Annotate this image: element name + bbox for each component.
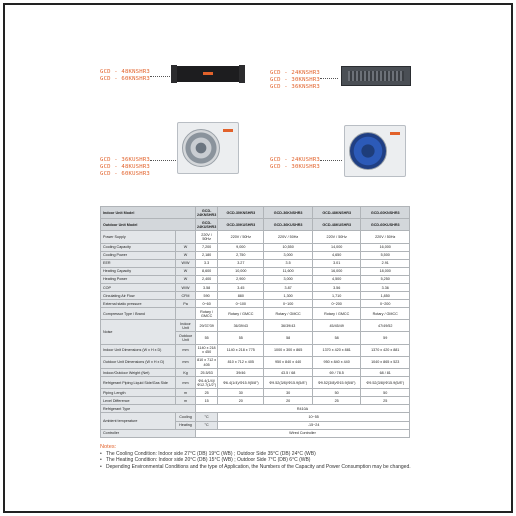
value-cell: 3.01: [312, 259, 361, 267]
value-cell: Φ9.52(3/8)/Φ15.9(5/8"): [312, 377, 361, 389]
model-cell: GCD-48KUSHR3: [312, 219, 361, 231]
table-row: [101, 283, 410, 291]
value-cell: 220V / 50Hz: [312, 231, 361, 243]
value-cell: 59: [361, 332, 410, 344]
row-label: COP: [101, 283, 176, 291]
row-label: Circulating Air Flow: [101, 291, 176, 299]
value-cell: 50: [312, 389, 361, 397]
value-cell: 5,500: [361, 251, 410, 259]
value-cell: 2,750: [218, 251, 264, 259]
unit-cell: [176, 308, 196, 320]
table-row: [101, 344, 410, 356]
value-cell: 10,550: [264, 243, 313, 251]
unit-cell: [176, 231, 196, 243]
table-row: [101, 356, 410, 368]
spec-table: [100, 206, 410, 438]
value-cell: 20: [218, 397, 264, 405]
model-name: GCD - 24KNSHR3: [270, 70, 320, 76]
unit-cell: m: [176, 389, 196, 397]
value-cell: Rotary / GMCC: [361, 308, 410, 320]
value-cell: R410A: [196, 405, 410, 413]
row-label: External static pressure: [101, 300, 176, 308]
value-cell: 950 x 840 x 440: [264, 356, 313, 368]
sub-label: Outdoor Unit: [176, 332, 196, 344]
value-cell: 30: [218, 389, 264, 397]
row-label: Refrigerant Piping Liquid Side/Gas Side: [101, 377, 176, 389]
unit-cell: °C: [196, 413, 218, 421]
value-cell: 68 / 81: [361, 369, 410, 377]
outdoor-unit-blue-image: [344, 125, 406, 177]
model-name: GCD - 36KNSHR3: [270, 84, 320, 90]
model-name: GCD - 48KUSHR3: [100, 164, 150, 170]
value-cell: 1140 x 218 x 450: [196, 344, 218, 356]
dotted-leader: [150, 76, 172, 77]
model-name: GCD - 60KNSHR3: [100, 76, 150, 82]
product-label-group2: [270, 70, 320, 91]
model-name: GCD - 30KNSHR3: [270, 77, 320, 83]
row-label: Outdoor Unit Model: [101, 219, 196, 231]
value-cell: 16,000: [361, 243, 410, 251]
unit-cell: W/W: [176, 283, 196, 291]
unit-cell: W: [176, 275, 196, 283]
table-row: [101, 320, 410, 332]
value-cell: 55: [196, 332, 218, 344]
table-header-row: [101, 207, 410, 219]
model-name: GCD - 60KUSHR3: [100, 171, 150, 177]
value-cell: 47/49/52: [361, 320, 410, 332]
unit-cell: mm: [176, 377, 196, 389]
value-cell: 220V / 50Hz: [264, 231, 313, 243]
sub-label: Cooling: [176, 413, 196, 421]
value-cell: 1000 x 300 x 865: [264, 344, 313, 356]
table-row: [101, 231, 410, 243]
value-cell: 50: [361, 389, 410, 397]
value-cell: 1,850: [361, 291, 410, 299]
row-label: Indoor/Outdoor Weight (Net): [101, 369, 176, 377]
value-cell: 20: [264, 397, 313, 405]
value-cell: 220V / 50Hz: [361, 231, 410, 243]
table-row: [101, 275, 410, 283]
row-label: Ambient temperature: [101, 413, 176, 429]
model-cell: GCD-36KUSHR3: [264, 219, 313, 231]
value-cell: 25: [196, 389, 218, 397]
value-cell: 10~55: [218, 413, 410, 421]
product-label-group4: [270, 157, 320, 171]
value-cell: 3,000: [264, 251, 313, 259]
value-cell: 810 x 712 x 405: [218, 356, 264, 368]
table-row: [101, 308, 410, 320]
value-cell: 69 / 78.5: [312, 369, 361, 377]
value-cell: Φ9.52(3/8)/Φ15.9(5/8"): [361, 377, 410, 389]
table-row: [101, 251, 410, 259]
value-cell: 810 x 712 x 405: [196, 356, 218, 368]
model-cell: GCD-60KNSHR3: [361, 207, 410, 219]
value-cell: 0~60: [196, 300, 218, 308]
dotted-leader: [320, 78, 338, 79]
value-cell: 11,600: [264, 267, 313, 275]
value-cell: 1,300: [264, 291, 313, 299]
sub-label: Heating: [176, 421, 196, 429]
model-name: GCD - 24KUSHR3: [270, 157, 320, 163]
value-cell: 3,000: [264, 275, 313, 283]
value-cell: 4,500: [312, 275, 361, 283]
row-label: Level Difference: [101, 397, 176, 405]
value-cell: 1370 x 420 x 881: [312, 344, 361, 356]
row-label: Heating Capacity: [101, 267, 176, 275]
table-row: [101, 405, 410, 413]
value-cell: 36/39/43: [218, 320, 264, 332]
table-row: [101, 413, 410, 421]
value-cell: Wired Controller: [196, 429, 410, 437]
value-cell: 0~200: [312, 300, 361, 308]
table-row: [101, 300, 410, 308]
notes-list: [100, 451, 416, 470]
unit-cell: °C: [196, 421, 218, 429]
model-cell: GCD-48KNSHR3: [312, 207, 361, 219]
value-cell: 1040 x 865 x 523: [361, 356, 410, 368]
value-cell: 2,180: [196, 251, 218, 259]
value-cell: 3.58: [196, 283, 218, 291]
product-label-group3: [100, 157, 150, 178]
value-cell: Rotary / GMCC: [264, 308, 313, 320]
unit-cell: W: [176, 251, 196, 259]
model-cell: GCD-24KNSHR3: [196, 207, 218, 219]
table-row: [101, 291, 410, 299]
value-cell: 590: [196, 291, 218, 299]
table-row: [101, 397, 410, 405]
unit-cell: W: [176, 243, 196, 251]
value-cell: Rotary / GMCC: [218, 308, 264, 320]
value-cell: 36/39/43: [264, 320, 313, 332]
value-cell: 220V / 50Hz: [218, 231, 264, 243]
value-cell: 8,600: [196, 267, 218, 275]
value-cell: 58: [312, 332, 361, 344]
value-cell: 25: [312, 397, 361, 405]
value-cell: 3.3: [196, 259, 218, 267]
value-cell: Rotary / GMCC: [312, 308, 361, 320]
value-cell: 18,000: [361, 267, 410, 275]
value-cell: 1370 x 420 x 881: [361, 344, 410, 356]
dotted-leader: [150, 160, 176, 161]
value-cell: 39/46: [218, 369, 264, 377]
value-cell: 950 x 840 x 440: [312, 356, 361, 368]
value-cell: 45/45/49: [312, 320, 361, 332]
value-cell: 29/37/39: [196, 320, 218, 332]
value-cell: 30: [264, 389, 313, 397]
model-cell: GCD-30KUSHR3: [218, 219, 264, 231]
table-row: [101, 369, 410, 377]
ducted-indoor-unit-image: [173, 66, 243, 82]
row-label: Controller: [101, 429, 196, 437]
table-row: [101, 243, 410, 251]
product-label-group1: [100, 69, 150, 83]
row-label: Refrigerant Type: [101, 405, 196, 413]
row-label: Indoor Unit Dimensions (W x H x D): [101, 344, 176, 356]
value-cell: 14,000: [312, 243, 361, 251]
row-label: Piping Length: [101, 389, 176, 397]
row-label: Compressor Type / Brand: [101, 308, 176, 320]
value-cell: 2,900: [218, 275, 264, 283]
value-cell: 9,000: [218, 243, 264, 251]
unit-cell: Pa: [176, 300, 196, 308]
value-cell: 3.5: [264, 259, 313, 267]
value-cell: 10,000: [218, 267, 264, 275]
value-cell: -15~24: [218, 421, 410, 429]
unit-cell: Kg: [176, 369, 196, 377]
unit-cell: mm: [176, 344, 196, 356]
model-cell: GCD-24KUSHR3: [196, 219, 218, 231]
value-cell: Φ9.52(3/8)/Φ15.9(5/8"): [264, 377, 313, 389]
value-cell: 1140 x 218 x 775: [218, 344, 264, 356]
value-cell: 3.27: [218, 259, 264, 267]
value-cell: Φ6.4(1/4)/Φ15.9(5/8"): [218, 377, 264, 389]
row-label: Outdoor Unit Dimensions (W x H x D): [101, 356, 176, 368]
note-item: • Depending Environmental Conditions and the type of Application, the Numbers of the Capacity and Power Consumption may be changed.: [100, 464, 416, 470]
ducted-indoor-unit-large-image: [341, 66, 411, 86]
value-cell: 2.91: [361, 259, 410, 267]
outdoor-unit-image: [177, 122, 239, 174]
unit-cell: W: [176, 267, 196, 275]
value-cell: 0~200: [361, 300, 410, 308]
model-name: GCD - 48KNSHR3: [100, 69, 150, 75]
row-label: Noise: [101, 320, 176, 344]
value-cell: 7,200: [196, 243, 218, 251]
value-cell: 880: [218, 291, 264, 299]
table-row: [101, 429, 410, 437]
value-cell: 3.45: [218, 283, 264, 291]
value-cell: 25: [361, 397, 410, 405]
model-cell: GCD-60KUSHR3: [361, 219, 410, 231]
model-name: GCD - 30KUSHR3: [270, 164, 320, 170]
row-label: Cooling Power: [101, 251, 176, 259]
value-cell: 0~100: [218, 300, 264, 308]
note-item: • The Cooling Condition: Indoor side 27°C (DB) 19°C (WB) ; Outdoor Side 35°C (DB) 24°C (WB): [100, 451, 416, 457]
sub-label: Indoor Unit: [176, 320, 196, 332]
unit-cell: m: [176, 397, 196, 405]
value-cell: 58: [264, 332, 313, 344]
value-cell: 4,650: [312, 251, 361, 259]
table-row: [101, 389, 410, 397]
value-cell: Φ6.4(1/4)/Φ12.7(1/2"): [196, 377, 218, 389]
row-label: Heating Power: [101, 275, 176, 283]
value-cell: 55: [218, 332, 264, 344]
unit-cell: CFM: [176, 291, 196, 299]
value-cell: 5,250: [361, 275, 410, 283]
row-label: EER: [101, 259, 176, 267]
dotted-leader: [320, 160, 342, 161]
notes-section: [100, 444, 416, 470]
note-item: • The Heating Condition: Indoor side 20°C (DB) 15°C (WB) ; Outdoor Side 7°C (DB) 6°C (WB): [100, 457, 416, 463]
value-cell: 25.5/53: [196, 369, 218, 377]
value-cell: 15: [196, 397, 218, 405]
row-label: Power Supply: [101, 231, 176, 243]
value-cell: 3.36: [361, 283, 410, 291]
model-cell: GCD-36KNSHR3: [264, 207, 313, 219]
model-name: GCD - 36KUSHR3: [100, 157, 150, 163]
value-cell: 0~100: [264, 300, 313, 308]
table-header-row: [101, 219, 410, 231]
table-row: [101, 267, 410, 275]
unit-cell: mm: [176, 356, 196, 368]
value-cell: 1,710: [312, 291, 361, 299]
row-label: Indoor Unit Model: [101, 207, 196, 219]
value-cell: 220V / 50Hz: [196, 231, 218, 243]
value-cell: 3.56: [312, 283, 361, 291]
value-cell: Rotary / GMCC: [196, 308, 218, 320]
unit-cell: W/W: [176, 259, 196, 267]
value-cell: 16,000: [312, 267, 361, 275]
model-cell: GCD-30KNSHR3: [218, 207, 264, 219]
value-cell: 3.87: [264, 283, 313, 291]
row-label: Cooling Capacity: [101, 243, 176, 251]
notes-title: Notes:: [100, 444, 117, 450]
value-cell: 43.5 / 68: [264, 369, 313, 377]
table-row: [101, 259, 410, 267]
value-cell: 2,400: [196, 275, 218, 283]
table-row: [101, 377, 410, 389]
